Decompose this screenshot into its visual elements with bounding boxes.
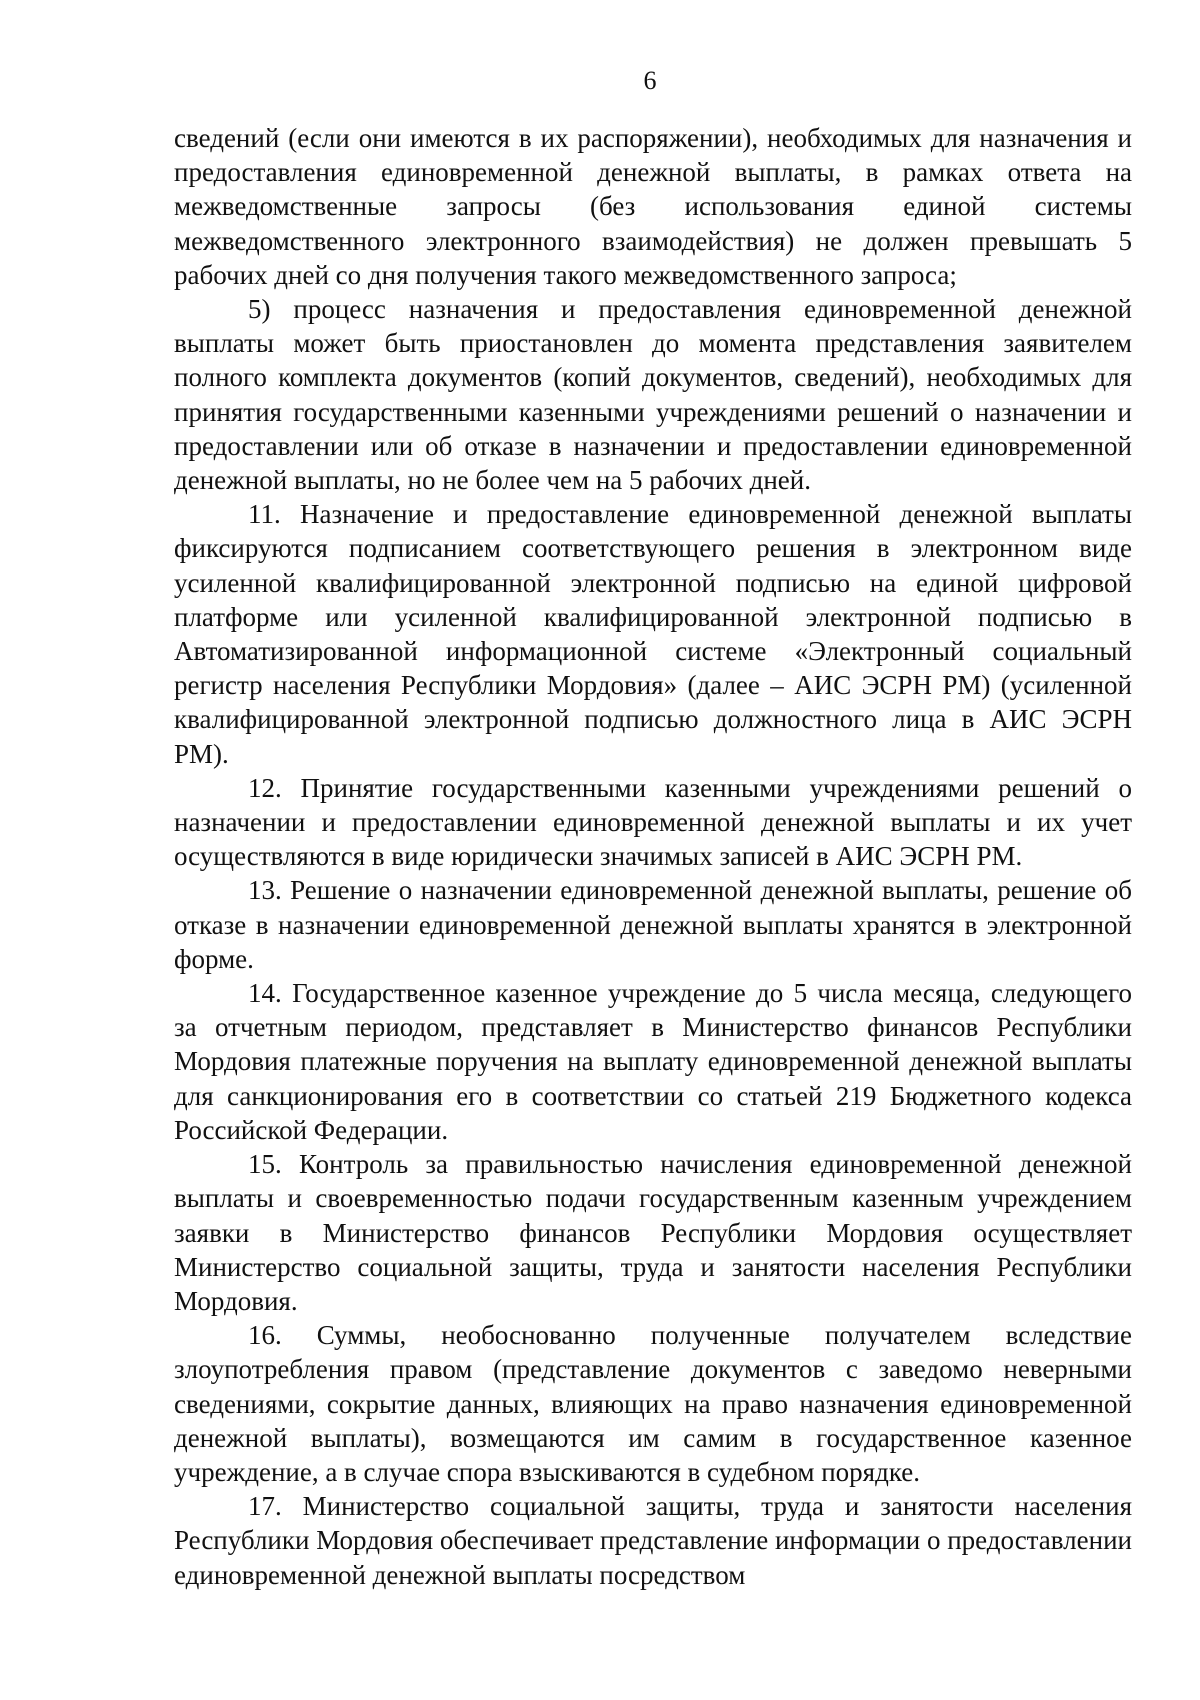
paragraph-continuation: сведений (если они имеются в их распоряжении), необходимых для назначения и предоставления единовременной денежной выплаты, в рамках ответа на межведомственные запросы (без использования единой системы межведомственного электронного взаимодействия) не должен превышать 5 рабочих дней со дня получения такого межведомственного запроса; (174, 123, 1132, 290)
paragraph-clause-16: 16. Суммы, необоснованно полученные получателем вследствие злоупотребления правом (представление документов с заведомо неверными сведениями, сокрытие данных, влияющих на право назначения единовременной денежной выплаты), возмещаются им самим в государственное казенное учреждение, а в случае спора взыскиваются в судебном порядке. (174, 1320, 1132, 1487)
paragraph-item-5: 5) процесс назначения и предоставления единовременной денежной выплаты может быть приостановлен до момента представления заявителем полного комплекта документов (копий документов, сведений), необходимых для принятия государственными казенными учреждениями решений о назначении и предоставлении или об отказе в назначении и предоставлении единовременной денежной выплаты, но не более чем на 5 рабочих дней. (174, 294, 1132, 496)
document-body (174, 121, 1132, 1592)
paragraph-clause-15: 15. Контроль за правильностью начисления единовременной денежной выплаты и своевременностью подачи государственным казенным учреждением заявки в Министерство финансов Республики Мордовия осуществляет Министерство социальной защиты, труда и занятости населения Республики Мордовия. (174, 1149, 1132, 1316)
paragraph-clause-14: 14. Государственное казенное учреждение до 5 числа месяца, следующего за отчетным периодом, представляет в Министерство финансов Республики Мордовия платежные поручения на выплату единовременной денежной выплаты для санкционирования его в соответствии со статьей 219 Бюджетного кодекса Российской Федерации. (174, 978, 1132, 1145)
paragraph-clause-12: 12. Принятие государственными казенными учреждениями решений о назначении и предоставлении единовременной денежной выплаты и их учет осуществляются в виде юридически значимых записей в АИС ЭСРН РМ. (174, 772, 1132, 872)
paragraph-clause-13: 13. Решение о назначении единовременной денежной выплаты, решение об отказе в назначении единовременной денежной выплаты хранятся в электронной форме. (174, 875, 1132, 974)
paragraph-clause-17: 17. Министерство социальной защиты, труда и занятости населения Республики Мордовия обеспечивает представление информации о предоставлении единовременной денежной выплаты посредством (174, 1491, 1132, 1590)
paragraph-clause-11: 11. Назначение и предоставление единовременной денежной выплаты фиксируются подписанием соответствующего решения в электронном виде усиленной квалифицированной электронной подписью на единой цифровой платформе или усиленной квалифицированной электронной подписью в Автоматизированной информационной системе «Электронный социальный регистр населения Республики Мордовия» (далее – АИС ЭСРН РМ) (усиленной квалифицированной электронной подписью должностного лица в АИС ЭСРН РМ). (174, 499, 1132, 769)
page-number: 6 (643, 66, 657, 95)
